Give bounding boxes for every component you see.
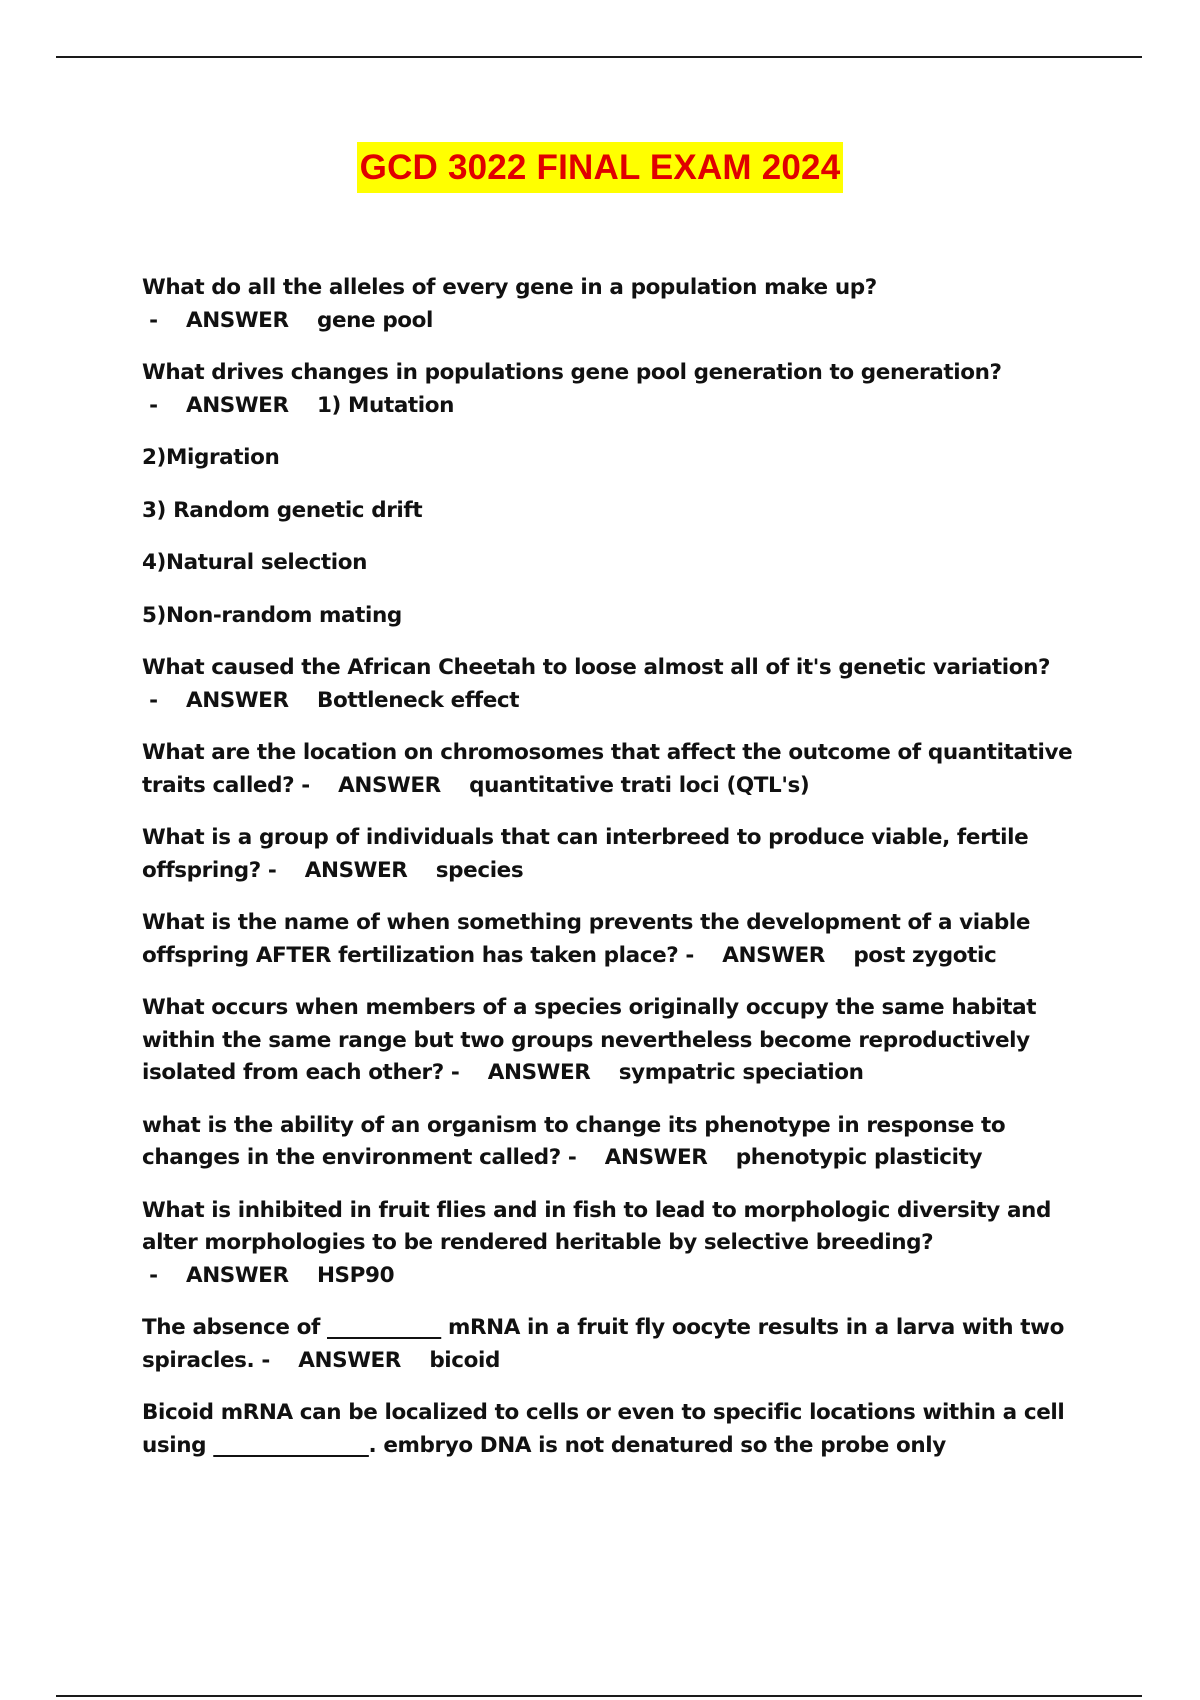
question-text: What is the name of when something prevents the development of a viable offspring AFTER fertilization has taken place? bbox=[142, 910, 1030, 968]
qa-list bbox=[142, 272, 1092, 1482]
qa-item bbox=[142, 1195, 1092, 1293]
answer-text: quantitative trati loci (QTL's) bbox=[469, 772, 810, 798]
answer-separator: - ANSWER bbox=[142, 687, 317, 713]
qa-item bbox=[142, 822, 1092, 887]
question-text: What caused the African Cheetah to loose almost all of it's genetic variation? bbox=[142, 655, 1051, 680]
qa-item bbox=[142, 357, 1092, 422]
answer-separator: - ANSWER bbox=[294, 772, 470, 798]
answer-text: species bbox=[435, 857, 524, 883]
answer-text: post zygotic bbox=[853, 942, 997, 968]
qa-item bbox=[142, 272, 1092, 337]
list-item: 5)Non-random mating bbox=[142, 602, 402, 628]
answer-text: sympatric speciation bbox=[618, 1060, 864, 1085]
qa-item bbox=[142, 992, 1092, 1090]
question-text: The absence of ___________ mRNA in a fruit fly oocyte results in a larva with two spiracles. bbox=[142, 1315, 1064, 1373]
answer-text: gene pool bbox=[316, 307, 434, 333]
answer-text: 1) Mutation bbox=[316, 392, 455, 418]
title-container bbox=[0, 142, 1200, 193]
question-text: What is inhibited in fruit flies and in fish to lead to morphologic diversity and alter morphologies to be rendered heritable by selective breeding? bbox=[142, 1197, 1051, 1255]
qa-item bbox=[142, 907, 1092, 972]
answer-separator: - ANSWER bbox=[142, 1262, 317, 1288]
question-text: what is the ability of an organism to change its phenotype in response to changes in the environment called? bbox=[142, 1112, 1006, 1170]
answer-text: phenotypic plasticity bbox=[735, 1145, 983, 1170]
answer-separator: - ANSWER bbox=[142, 392, 317, 418]
answer-separator: - ANSWER bbox=[443, 1060, 619, 1085]
document-title: GCD 3022 FINAL EXAM 2024 bbox=[357, 142, 844, 193]
qa-item bbox=[142, 737, 1092, 802]
answer-separator: - ANSWER bbox=[560, 1145, 736, 1170]
question-text: What drives changes in populations gene pool generation to generation? bbox=[142, 360, 1002, 385]
qa-item bbox=[142, 652, 1092, 717]
answer-text: HSP90 bbox=[316, 1262, 395, 1288]
answer-separator: - ANSWER bbox=[678, 942, 854, 968]
answer-separator: - ANSWER bbox=[254, 1347, 430, 1373]
question-text: What are the location on chromosomes that affect the outcome of quantitative traits called? bbox=[142, 740, 1073, 798]
qa-item bbox=[142, 1110, 1092, 1175]
list-item: 2)Migration bbox=[142, 445, 280, 470]
question-text: What occurs when members of a species originally occupy the same habitat within the same range but two groups nevertheless become reproductively isolated from each other? bbox=[142, 995, 1037, 1085]
answer-separator: - ANSWER bbox=[142, 307, 317, 333]
question-text: What is a group of individuals that can interbreed to produce viable, fertile offspring? bbox=[142, 825, 1029, 883]
list-item: 3) Random genetic drift bbox=[142, 497, 423, 523]
bottom-rule bbox=[56, 1695, 1142, 1697]
answer-text: bicoid bbox=[429, 1347, 500, 1373]
list-item: 4)Natural selection bbox=[142, 550, 368, 575]
question-text: What do all the alleles of every gene in a population make up? bbox=[142, 275, 877, 300]
answer-separator: - ANSWER bbox=[260, 857, 436, 883]
answer-text: Bottleneck effect bbox=[316, 687, 520, 713]
question-continued: Bicoid mRNA can be localized to cells or even to specific locations within a cell using _______________. embryo DNA is not denatured so the probe only bbox=[142, 1400, 1065, 1458]
qa-item bbox=[142, 1312, 1092, 1377]
top-rule bbox=[56, 56, 1142, 58]
